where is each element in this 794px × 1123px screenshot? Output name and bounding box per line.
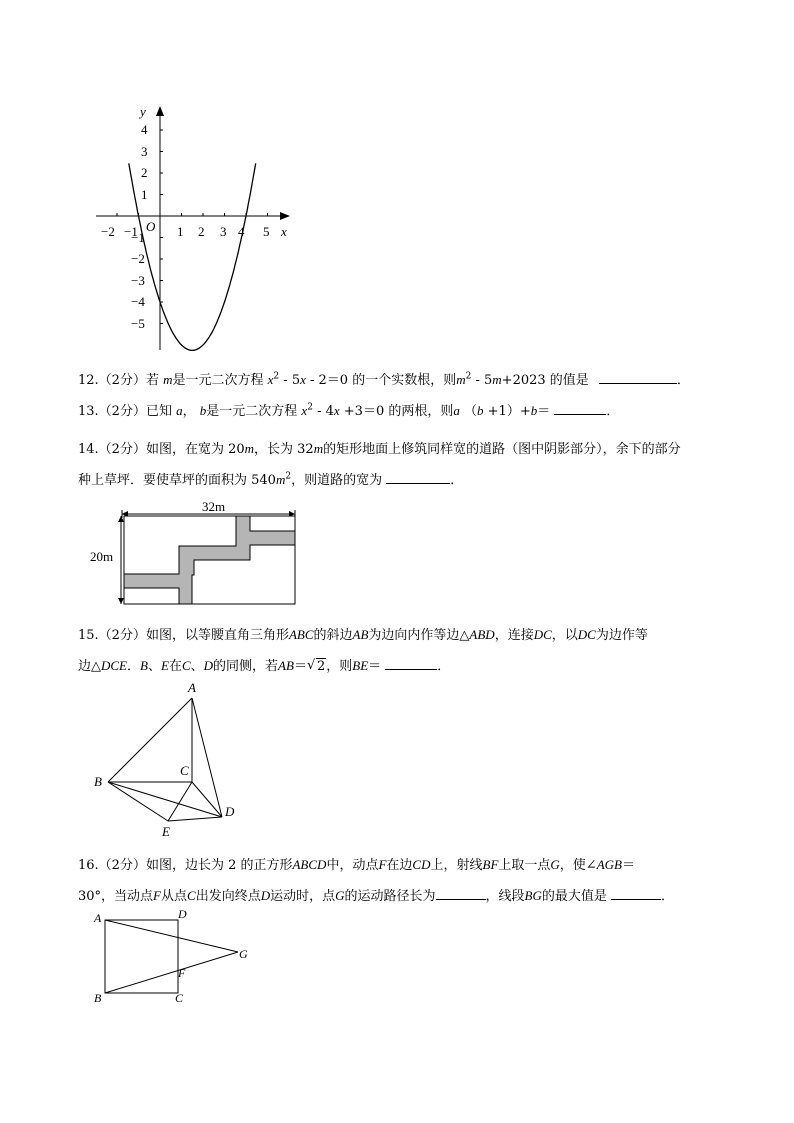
- point-F-label: F: [178, 966, 186, 980]
- point-D-label: D: [225, 804, 235, 819]
- y-tick-label: −1: [131, 230, 145, 245]
- answer-blank[interactable]: [599, 370, 677, 384]
- x-tick-label: −1: [124, 224, 138, 239]
- x-tick-label: 5: [263, 224, 270, 239]
- y-tick-label: −4: [131, 294, 145, 309]
- question-13: 13.（2分）已知 a， b是一元二次方程 $x^2 - 4x +3=0$ 的两根，则a （b +1）+b＝ ．: [78, 402, 620, 419]
- origin-label: O: [146, 219, 156, 234]
- y-tick-label: 4: [141, 122, 148, 137]
- point-D-label: D: [178, 907, 187, 921]
- x-tick-label: 2: [198, 224, 205, 239]
- answer-blank[interactable]: [611, 886, 661, 900]
- answer-blank[interactable]: [436, 886, 486, 900]
- y-tick-label: −2: [131, 251, 145, 266]
- question-15: 15.（2分）如图，以等腰直角三角形ABC的斜边AB为边向内作等边△ABD，连接DC，以DC为边作等 边△DCE．B、E在C、D的同侧，若AB＝√ 2，则BE＝ ．: [78, 620, 718, 682]
- x-tick-label: 1: [177, 224, 184, 239]
- y-tick-label: 3: [141, 144, 148, 159]
- point-C-label: C: [180, 763, 189, 778]
- point-E-label: E: [162, 824, 170, 839]
- square-figure: [88, 906, 258, 1006]
- height-label-20m: 20m: [90, 549, 114, 564]
- triangle-figure: [88, 678, 248, 843]
- road-rectangle-figure: [88, 500, 303, 610]
- answer-blank[interactable]: [386, 470, 450, 484]
- y-tick-label: −3: [131, 273, 145, 288]
- x-axis-arrow: [280, 212, 290, 220]
- question-16: 16.（2分）如图，边长为 2 的正方形ABCD中，动点F在边CD上，射线BF上取一点G，使∠AGB＝ 30°，当动点F从点C出发向终点D运动时，点G的运动路径长为 ，线段BG的最大值是 ．: [78, 857, 675, 904]
- x-tick-label: −2: [101, 224, 115, 239]
- question-14: 14.（2分）如图，在宽为 20m，长为 32m的矩形地面上修筑同样宽的道路（图中阴影部分），余下的部分 种上草坪．要使草坪的面积为 $540m^2$，则道路的宽为 ．: [78, 441, 681, 488]
- point-C-label: C: [175, 991, 184, 1005]
- point-A-label: A: [188, 680, 196, 695]
- y-tick-label: 2: [141, 165, 148, 180]
- answer-blank[interactable]: [554, 401, 606, 415]
- point-G-label: G: [239, 947, 248, 961]
- parabola-curve: [129, 163, 256, 350]
- point-A-label: A: [94, 911, 102, 925]
- y-axis-label: y: [140, 104, 146, 119]
- point-B-label: B: [94, 774, 102, 789]
- x-tick-label: 4: [238, 224, 245, 239]
- answer-blank[interactable]: [385, 656, 437, 670]
- x-tick-label: 3: [220, 224, 227, 239]
- x-axis-label: x: [281, 224, 287, 239]
- question-12: 12.（2分）若 m是一元二次方程 $x^2 - 5x - 2=0$ 的一个实数根，则$m^2 - 5m+2023$ 的值是 ．: [78, 371, 690, 388]
- y-tick-label: −5: [131, 316, 145, 331]
- width-label-32m: 32m: [202, 500, 226, 514]
- y-tick-label: 1: [141, 187, 148, 202]
- parabola-graph: [88, 100, 298, 360]
- point-B-label: B: [94, 991, 102, 1005]
- y-axis-arrow: [156, 106, 164, 116]
